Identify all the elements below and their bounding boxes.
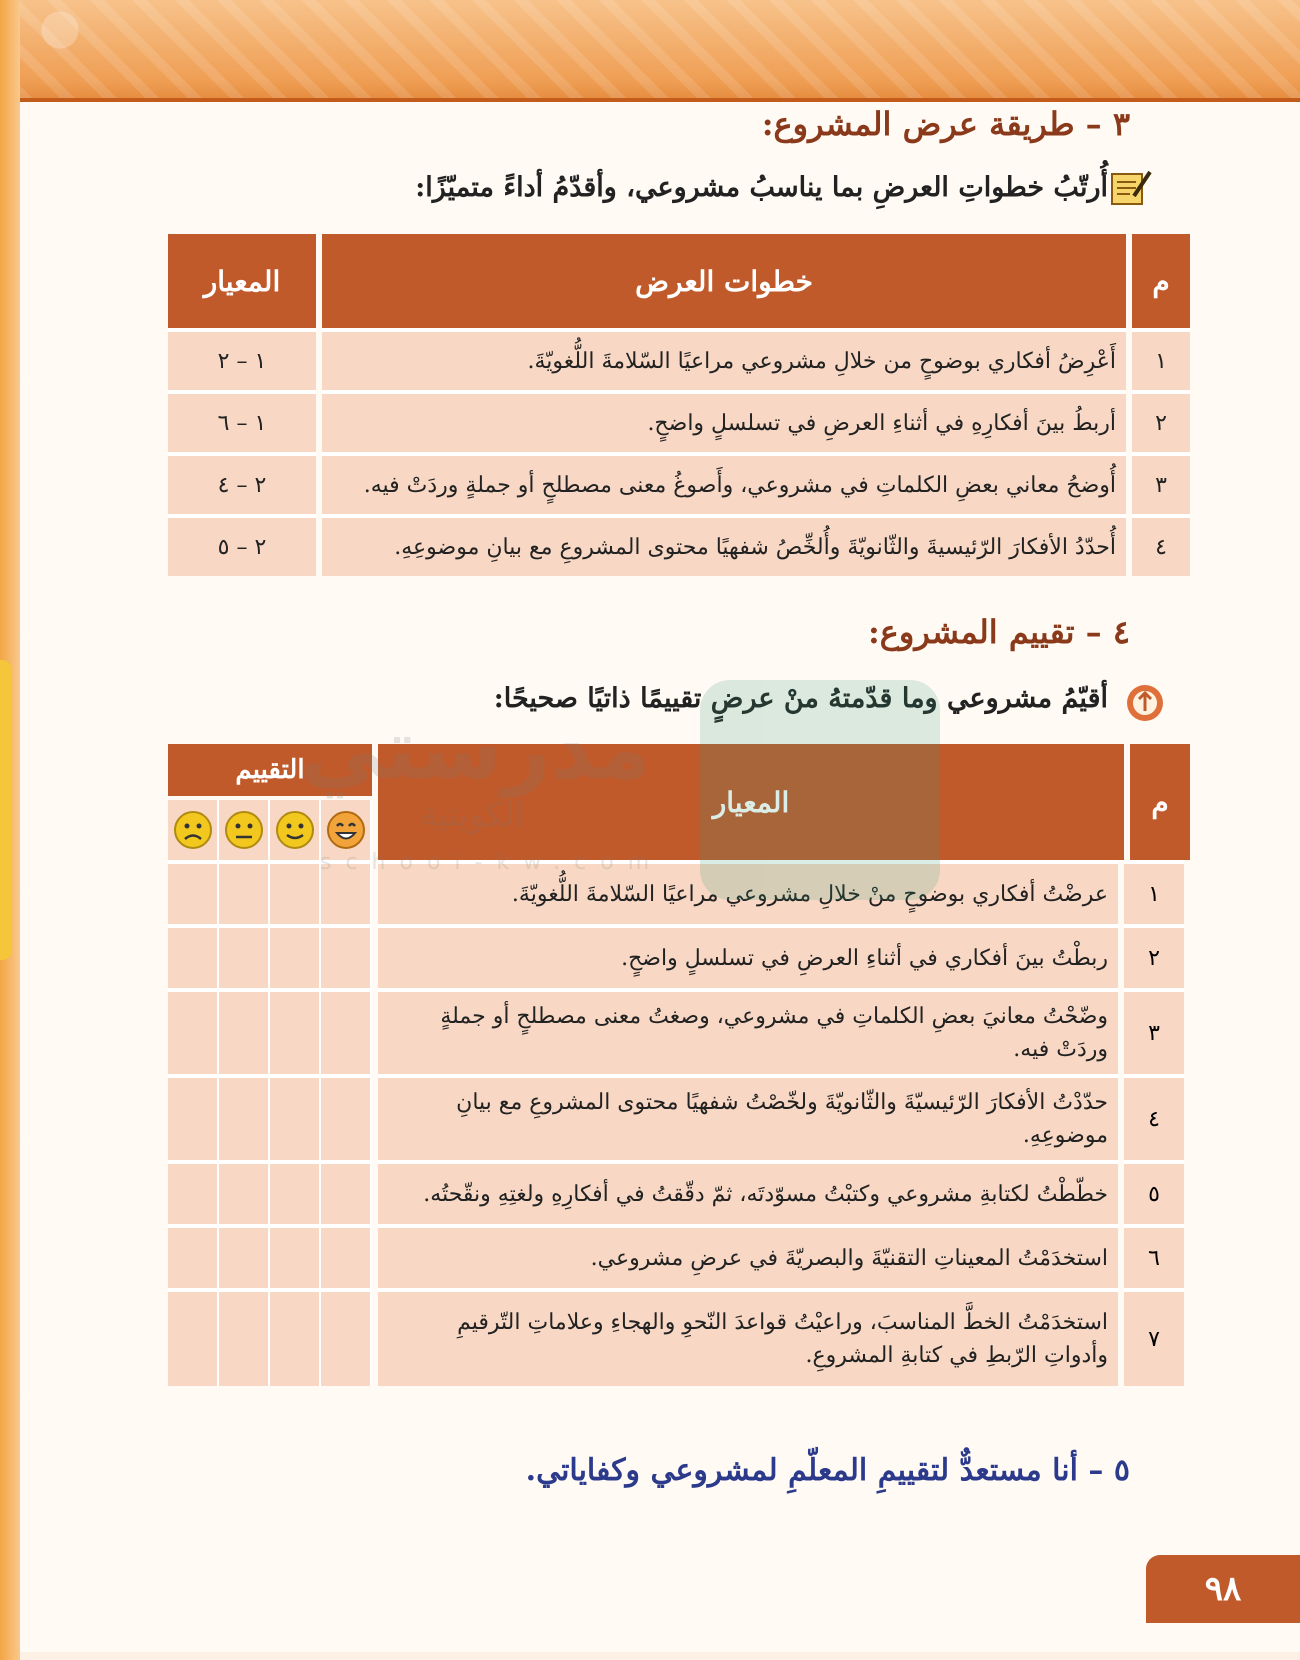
rating-cell[interactable] [219, 1074, 270, 1160]
row-number-cell: ٢ [1132, 390, 1190, 452]
row-number-cell: ٥ [1124, 1160, 1184, 1224]
criterion-text-cell: استخدَمْتُ الخطَّ المناسبَ، وراعيْتُ قواعدَ النّحوِ والهجاءِ وعلاماتِ التّرقيمِ وأدواتِ الرّبطِ في كتابةِ المشروعِ. [378, 1288, 1118, 1386]
rating-cell[interactable] [168, 860, 219, 924]
criterion-cell: ٢ – ٥ [168, 514, 316, 576]
table2-header [168, 744, 1190, 860]
rating-cell[interactable] [270, 1074, 321, 1160]
self-evaluation-icon [1125, 683, 1165, 723]
rating-cell[interactable] [219, 1224, 270, 1288]
row-number-cell: ٦ [1124, 1224, 1184, 1288]
criterion-cell: ١ – ٦ [168, 390, 316, 452]
neutral-face-icon [219, 800, 270, 860]
row-number-cell: ١ [1132, 328, 1190, 390]
criterion-text-cell: عرضْتُ أفكاري بوضوحٍ منْ خلالِ مشروعي مراعيًا السّلامةَ اللُّغويّةَ. [378, 860, 1118, 924]
rating-cells [168, 860, 372, 924]
step-text-cell: أُحدّدُ الأفكارَ الرّئيسيةَ والثّانويّةَ وأُلخِّصُ شفهيًا محتوى المشروعِ مع بيانِ موضوعِهِ. [322, 514, 1126, 576]
table-row [168, 860, 1190, 924]
rating-cell[interactable] [168, 924, 219, 988]
self-evaluation-table [168, 744, 1190, 1386]
step-text-cell: أربطُ بينَ أفكارِهِ في أثناءِ العرضِ في تسلسلٍ واضحٍ. [322, 390, 1126, 452]
rating-cell[interactable] [168, 988, 219, 1074]
table-row [168, 1160, 1190, 1224]
rating-cell[interactable] [219, 860, 270, 924]
table1-header-criterion: المعيار [168, 234, 316, 328]
rating-cell[interactable] [219, 1288, 270, 1386]
table1-header [168, 234, 1190, 328]
rating-faces [168, 800, 372, 860]
table2-header-num: م [1130, 744, 1190, 860]
rating-cell[interactable] [219, 988, 270, 1074]
step-text-cell: أَعْرِضُ أفكاري بوضوحٍ من خلالِ مشروعي مراعيًا السّلامةَ اللُّغويّةَ. [322, 328, 1126, 390]
row-number-cell: ٣ [1124, 988, 1184, 1074]
table-row [168, 328, 1190, 390]
table2-header-rating: التقييم [168, 744, 372, 796]
rating-cells [168, 1288, 372, 1386]
table-row [168, 452, 1190, 514]
criterion-cell: ١ – ٢ [168, 328, 316, 390]
criterion-text-cell: خطّطْتُ لكتابةِ مشروعي وكتبْتُ مسوّدتَه، ثمّ دقّقتُ في أفكارِهِ ولغتِهِ ونقّحتُه. [378, 1160, 1118, 1224]
rating-cell[interactable] [321, 1224, 372, 1288]
table2-header-criterion: المعيار [378, 744, 1124, 860]
criterion-text-cell: ربطْتُ بينَ أفكاري في أثناءِ العرضِ في تسلسلٍ واضحٍ. [378, 924, 1118, 988]
section3-instruction: أُرتّبُ خطواتِ العرضِ بما يناسبُ مشروعي، وأقدّمُ أداءً متميّزًا: [415, 172, 1108, 203]
table1-header-num: م [1132, 234, 1190, 328]
rating-cells [168, 1224, 372, 1288]
table-row [168, 924, 1190, 988]
big-smile-face-icon [321, 800, 372, 860]
rating-cell[interactable] [321, 1288, 372, 1386]
page-number: ٩٨ [1146, 1555, 1300, 1623]
rating-cell[interactable] [168, 1160, 219, 1224]
row-number-cell: ٤ [1124, 1074, 1184, 1160]
rating-cells [168, 1160, 372, 1224]
rating-cell[interactable] [219, 924, 270, 988]
rating-cell[interactable] [321, 1160, 372, 1224]
row-number-cell: ٧ [1124, 1288, 1184, 1386]
criterion-text-cell: استخدَمْتُ المعيناتِ التقنيّةَ والبصريّةَ في عرضِ مشروعي. [378, 1224, 1118, 1288]
section3-title: ٣ – طريقة عرض المشروع: [761, 105, 1130, 143]
rating-cell[interactable] [270, 860, 321, 924]
table-row [168, 988, 1190, 1074]
criterion-cell: ٢ – ٤ [168, 452, 316, 514]
table-row [168, 514, 1190, 576]
rating-cell[interactable] [168, 1224, 219, 1288]
presentation-steps-table [168, 234, 1190, 576]
row-number-cell: ٢ [1124, 924, 1184, 988]
table-row [168, 390, 1190, 452]
rating-cell[interactable] [270, 988, 321, 1074]
smile-face-icon [270, 800, 321, 860]
table-row [168, 1224, 1190, 1288]
rating-cell[interactable] [270, 1224, 321, 1288]
sad-face-icon [168, 800, 219, 860]
step-text-cell: أُوضحُ معاني بعضِ الكلماتِ في مشروعي، وأَصوغُ معنى مصطلحٍ أو جملةٍ وردَتْ فيه. [322, 452, 1126, 514]
rating-cells [168, 924, 372, 988]
row-number-cell: ١ [1124, 860, 1184, 924]
rating-cell[interactable] [270, 924, 321, 988]
decorative-header-band [20, 0, 1300, 100]
criterion-text-cell: حدّدْتُ الأفكارَ الرّئيسيّةَ والثّانويّةَ ولخّصْتُ شفهيًا محتوى المشروعِ مع بيانِ موضوعِهِ. [378, 1074, 1118, 1160]
rating-cell[interactable] [270, 1160, 321, 1224]
section4-title: ٤ – تقييم المشروع: [867, 613, 1130, 651]
criterion-text-cell: وضّحْتُ معانيَ بعضِ الكلماتِ في مشروعي، وصغتُ معنى مصطلحٍ أو جملةٍ وردَتْ فيه. [378, 988, 1118, 1074]
rating-cell[interactable] [219, 1160, 270, 1224]
rating-cell[interactable] [270, 1288, 321, 1386]
left-border-accent [0, 660, 12, 960]
row-number-cell: ٣ [1132, 452, 1190, 514]
writing-note-icon [1108, 168, 1154, 208]
rating-cell[interactable] [321, 924, 372, 988]
row-number-cell: ٤ [1132, 514, 1190, 576]
rating-cell[interactable] [168, 1288, 219, 1386]
rating-cell[interactable] [168, 1074, 219, 1160]
rating-cells [168, 988, 372, 1074]
section5-title: ٥ – أنا مستعدٌّ لتقييمِ المعلّمِ لمشروعي وكفاياتي. [525, 1453, 1130, 1488]
rating-cell[interactable] [321, 1074, 372, 1160]
table-row [168, 1288, 1190, 1386]
rating-cell[interactable] [321, 988, 372, 1074]
rating-cells [168, 1074, 372, 1160]
table-row [168, 1074, 1190, 1160]
section4-instruction: أقيّمُ مشروعي وما قدّمتهُ منْ عرضٍ تقييمًا ذاتيًا صحيحًا: [493, 683, 1108, 714]
table1-header-steps: خطوات العرض [322, 234, 1126, 328]
rating-cell[interactable] [321, 860, 372, 924]
